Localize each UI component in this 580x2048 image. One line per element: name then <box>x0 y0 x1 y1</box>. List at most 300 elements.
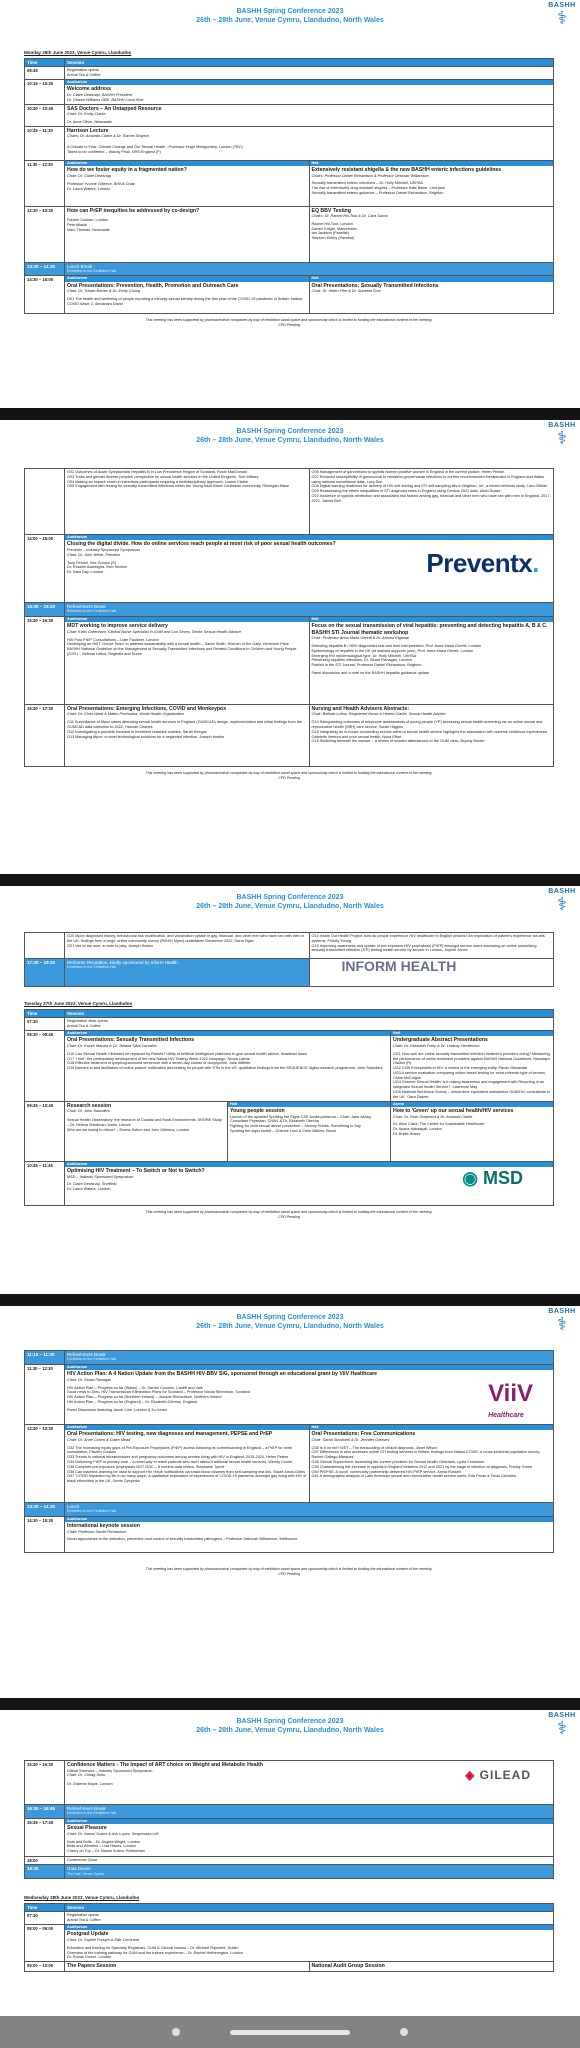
cell-text: O11 Surveillance of Mpox cases attending sexual health services in England (GUMCAD) design, implementation and initial findings from the GUMCAD data collection to 2022, Hannah Charles <box>67 720 303 729</box>
table-cell <box>309 959 554 987</box>
table-cell <box>25 933 65 959</box>
cell-text: UG2 COB Encephalitis in HIV: A review of the emerging entity, Pavan Manandar <box>393 1066 528 1071</box>
cell-text: Session <box>65 59 554 67</box>
cell-text: HIV Action Plan – Progress so far (Wales) – Dr. Darren Cousins, Cardiff and Vale <box>67 1385 203 1390</box>
cell-text: Sexually transmitted enteric guidance – Professor Daniel Richardson, Brighton <box>311 190 444 195</box>
table-row <box>25 1925 554 1962</box>
table-cell <box>65 1424 310 1502</box>
table-row <box>25 1351 554 1365</box>
cell-text: Arrival Tea & Coffee <box>67 1918 101 1923</box>
cell-text: 14:30 – 16:00 <box>25 276 65 314</box>
text: BASHH <box>548 422 576 429</box>
table-row <box>25 1424 554 1502</box>
table-row <box>25 262 554 276</box>
cell-text: Chair: Dr. Helen Fifer & Dr. Suneeta Soni <box>311 289 381 294</box>
cell-text: 13:30 – 14:30 <box>25 262 65 276</box>
cell-text: 07:30 <box>25 1018 65 1031</box>
cell-text: Chair: Kathi Greenham, Clinical Nurse Specialist in GUM and Con Sexes, Senior Sexual Health Adviser <box>67 629 241 634</box>
schedule-table <box>24 468 554 767</box>
conference-title: BASHH Spring Conference 2023 <box>236 8 344 15</box>
cell-text: Exhibition in the Exhibition Hall <box>67 1811 117 1816</box>
text: 26th – 28th June, Venue Cymru, Llandudno, North Wales <box>196 437 384 444</box>
cpd-note: CPD Pending <box>278 323 300 328</box>
cell-text: MSD – Industry Sponsored Symposium <box>67 1174 134 1179</box>
table-row <box>25 276 554 314</box>
cell-text: Panel Discussion featuring Jacob Cole, London & Jo Jones <box>67 1407 167 1412</box>
cell-text: Oral Presentations: Sexually Transmitted Infections <box>311 282 439 289</box>
day-1-schedule <box>24 50 554 327</box>
cell-text: Refreshment Break <box>67 604 106 609</box>
cell-text: Chair: Professor Daniel Richardson <box>67 1529 127 1534</box>
cell-text: O01 The health and wellbeing of people reporting a minority sexual identity during the first year of the COVID-19 pandemic in Britain: Natsal-COVID Wave 2, Alexandra David <box>67 297 303 306</box>
cell-text: 15:30 – 16:30 <box>25 616 65 704</box>
viewer-toolbar <box>0 2016 580 2048</box>
cell-text: 14:00 – 15:00 <box>25 535 65 603</box>
cell-text: Gala Dinner <box>67 1866 92 1872</box>
table-row <box>25 616 554 704</box>
cell-text: Time <box>25 1904 65 1912</box>
cell-text: Session <box>65 1904 554 1912</box>
table-cell <box>65 160 310 206</box>
text: BASHH Spring Conference 2023 <box>236 894 344 901</box>
footnote: This meeting has been supported by pharmaceutical companies by way of exhibition stand space and sponsorship which is limited to funding the educational content of the meeting. <box>145 770 433 775</box>
cell-text: Auditorium <box>65 1162 553 1167</box>
bashh-logo <box>548 888 576 913</box>
text: BASHH Spring Conference 2023 <box>236 1314 344 1321</box>
cell-text: Confidence Matters - The Impact of ART choice on Weight and Metabolic Health <box>67 1762 263 1768</box>
table-cell <box>65 1925 554 1962</box>
cell-text: Harrison Lecture <box>67 127 109 134</box>
cell-text: Exhibition in the Exhibition Hall <box>67 269 117 273</box>
cell-text: Conference Close <box>67 1857 98 1862</box>
day-title: Wednesday 28th June 2023, Venue Cymru, Llandudno <box>24 1895 140 1901</box>
cell-text: Dr. Rohan Dunne, London <box>67 1955 112 1960</box>
schedule-page-2 <box>0 420 580 870</box>
table-cell <box>65 1364 554 1424</box>
cell-text: 10:45 – 11:45 <box>25 1161 65 1205</box>
cell-text: O32 The increasing equity gaps of Pre-Exposure Prophylaxis (PrEP) access following its commissioning in England – a PrEP for need consultation, Flavien Coukan <box>67 1445 293 1455</box>
cell-text: Dr. Sara Day, London <box>67 570 104 575</box>
cell-text: Lunch Break <box>67 263 93 269</box>
cell-text: Refreshment Break <box>67 1806 106 1811</box>
cell-text: Chair: Dr. Stuart Flanagan <box>67 1377 112 1382</box>
preventx-logo: Preventx. <box>426 548 539 578</box>
caduceus-icon: ⚕ <box>557 1718 567 1738</box>
cell-text: Hall <box>310 276 554 281</box>
cell-text: 14:30 – 15:30 <box>25 1516 65 1552</box>
cell-text: O16 Switching beneath the surface – a review of sudden attendances to the GUM clinic, Bryony Bruder <box>311 739 485 744</box>
cell-text: Stephen Kirkby (Panelist) <box>311 236 355 241</box>
table-cell <box>309 933 554 959</box>
table-cell <box>309 1424 554 1502</box>
cell-text: 11:30 – 12:30 <box>25 1364 65 1424</box>
cell-text: 11:30 – 12:30 <box>25 160 65 206</box>
cell-text: Chair: Dr. Kaveh Manavi & Dr. Tatiana Silva Carvalho <box>67 1043 157 1048</box>
cell-text: Chair: Dr. John Saunders <box>67 1109 110 1114</box>
cell-text: Ian Jackson (Panelist) <box>311 231 349 236</box>
table-row <box>25 1031 554 1102</box>
cell-text: Dr. Ayana Hakaayali, London <box>393 1127 442 1132</box>
cell-text: Auditorium <box>65 1031 390 1036</box>
table-row <box>25 1856 554 1864</box>
text: 26th – 28th June, Venue Cymru, Llandudno, North Wales <box>196 903 384 910</box>
table-cell <box>65 1351 554 1365</box>
cell-text: O10 Incidence of syphilis reinfection and associated risk factors among gay, bisexual and other men who have sex with men in England, 2017-2021, James Bell <box>311 493 551 503</box>
page-separator <box>0 1698 580 1710</box>
cell-text: O14 Safeguarding outcomes of telephone assessments of young people (YP) accessing sexual health screening via an online sexual and reproductive health (SRH) care service, Sarah Higgins <box>311 720 543 729</box>
cell-text: SAS Doctors – An Untapped Resource <box>67 105 162 112</box>
cell-text: 13:30 – 14:30 <box>25 1502 65 1516</box>
cpd-note: CPD Pending <box>278 775 300 780</box>
schedule-page-4 <box>0 1306 580 1694</box>
cell-text: O41 A demographic analysis of Latin American sexual and reproductive health service users, Eda Paras & Tania Carvalho <box>311 1474 516 1479</box>
cell-text: O38 Clinical Supervision: Assessing the current provision for Sexual Health Clinicians, Lydia Crossman <box>311 1459 485 1464</box>
cell-text: Auditorium <box>65 80 553 85</box>
day-1-schedule-continued <box>24 468 554 780</box>
day-title: Tuesday 27th June 2023, Venue Cymru, Llandudno <box>24 1001 133 1006</box>
cell-text: O15 Improving awareness and uptake of pre-exposure HIV prophylaxis (PrEP) amongst service users accessing an online prescribing sexually transmitted infection (STI) testing health service by service in London, Sophie Jones <box>311 943 537 953</box>
caduceus-icon: ⚕ <box>557 894 567 914</box>
page-separator <box>0 408 580 420</box>
gilead-logo: ◈ GILEAD <box>465 1768 531 1782</box>
cell-text: Dr. Alice Clack, The Centre for Sustainable Healthcare <box>393 1122 485 1127</box>
cell-text: Preventx <box>426 548 533 578</box>
table-cell <box>391 1031 554 1102</box>
cell-text: O39 Characterising the increase in syphilis in England between 2012 and 2021 by the stage of infection at diagnosis, Freddy Green <box>311 1464 533 1469</box>
table-row <box>25 469 554 535</box>
cell-text: EQ BBV Testing <box>311 207 351 214</box>
cell-text: Pete Afiadzi <box>67 222 88 227</box>
caduceus-icon: ⚕ <box>557 428 567 448</box>
cell-text: Who are we losing to follow? – Emma Sutton and John Gibbons, London <box>67 1127 190 1132</box>
schedule-table <box>24 1903 554 1972</box>
cell-text: Oral Presentations: Emerging Infections, COVID and Monkeypox <box>67 705 227 712</box>
table-cell <box>65 1962 310 1972</box>
table-cell <box>65 1865 554 1879</box>
cell-text: How can PrEP inequities be addressed by co-design? <box>67 207 200 214</box>
table-cell <box>309 469 554 535</box>
table-cell <box>25 469 65 535</box>
cell-text: Hall <box>310 1425 554 1430</box>
previous-page-icon[interactable] <box>172 2028 180 2036</box>
cell-text: Auditorium <box>65 535 553 540</box>
table-cell <box>228 1101 391 1161</box>
table-cell <box>65 104 554 126</box>
cell-text: O06 Management of gonorrhoea to syphilis women positive women in England in the current picture, Helen Fenton <box>311 470 505 474</box>
cell-text: Welcome Reception, kindly sponsored by Inform Health <box>67 960 178 965</box>
cell-text: O16 Can Sexual Health Clinicians be replaced by Robots? Utility of Artificial Intelligence platforms to give sexual health advice, Nowshad Islam <box>67 1051 307 1056</box>
cell-text: BASHH National Guideline on the Management of Sexually Transmitted Infections and Related Conditions in Children and Young People (2021) – Belinda Loftus, Reginald and Nurse <box>67 647 297 656</box>
cell-text: Chair: Dr. Tristan Barber & Dr. Emily Chung <box>67 289 141 294</box>
cell-text: 15:30 – 16:30 <box>25 1761 65 1805</box>
cell-text: 10:45 – 11:30 <box>25 126 65 160</box>
cell-text: Preventing hepatitis infections, Dr. Stuart Flanagan, London <box>311 658 412 663</box>
cell-text: O21 Vax to the max: a route to play, Joseph Heskin <box>67 943 154 948</box>
inform-health-logo: INFORM HEALTH <box>341 958 457 974</box>
next-page-icon[interactable] <box>400 2028 408 2036</box>
cell-text: Preventx – Industry Sponsored Symposium <box>67 547 141 552</box>
cell-text: Time <box>25 59 65 67</box>
cell-text: Oral Presentations: Free Communications <box>311 1431 416 1438</box>
cell-text: Good news to Zero, HIV Transmission Elimination Plans for Scotland – Professor Nicola Steedman, Scotland <box>67 1390 250 1395</box>
cell-text: Hall <box>391 1031 553 1036</box>
cell-text: International keynote session <box>67 1523 140 1530</box>
cell-text: Gilead Sciences – Industry Sponsored Symposium <box>67 1768 153 1773</box>
day-title: Monday 26th June 2023, Venue Cymru, Llandudno <box>24 50 132 55</box>
cell-text: UG4 Greener Sexual Health: is it raising awareness and engagement with Recycling in an integrated Sexual Health Service?, Lawrence May <box>393 1080 545 1090</box>
cell-text: Time <box>25 1010 65 1018</box>
cell-text: Exhibition in the Exhibition Hall <box>67 1357 117 1362</box>
cell-text: O09 Reassessing the ethnic inequalities in STI diagnosis rates in England using Census 2021 data, Ukah Duake <box>311 489 501 494</box>
table-cell <box>65 603 554 617</box>
schedule-page-1 <box>0 0 580 400</box>
cell-text: O07 Reduced susceptibility of gonococcal to neisseria gonorrhoeae infections to current recommended therapeutics in England and Wales using national surveillance data, Lucy Sun <box>311 474 545 484</box>
cell-text: Professor Yvonne Gilleece, BHIVA Chair <box>67 182 135 187</box>
cell-text: O37 'COVID impacted my life in so many ways': a qualitative exploration of experiences of COVID-19 pandemic amongst gay living with HIV of black ethnicities in the UK, Genie Oyeyinka <box>67 1474 307 1484</box>
cell-text: Dr. Bridie Hosse <box>393 1131 421 1136</box>
cell-text: Emerging HIV epidemiological type, Dr. Holly Mitchell, UKHSA <box>311 653 417 658</box>
footnote: This meeting has been supported by pharmaceutical companies by way of exhibition stand space and sponsorship which is limited to funding the educational content of the meeting. <box>145 1209 433 1214</box>
schedule-page-3 <box>0 886 580 1306</box>
cell-text: GILEAD <box>479 1768 531 1782</box>
cell-text: O17 'I feel': the participatory development of the new Natsal HIV Testing Week 2022 campaign, Nicola Lamar <box>67 1056 250 1061</box>
cell-text: The rise of extensively drug resistant shigella – Professor Kate Baker, Liverpool <box>311 186 445 191</box>
cell-text: Auditorium <box>65 161 309 166</box>
table-cell <box>65 1856 554 1864</box>
cell-text: Auditorium <box>65 617 309 622</box>
cell-text: The Papers Session <box>67 1963 117 1970</box>
cell-text: O04 Making an impact: reach in interviews participants requiring a multidisciplinary approach, Louise Clarke <box>67 479 249 484</box>
table-cell <box>65 262 554 276</box>
text: BASHH <box>548 888 576 895</box>
cell-text: Lunch <box>67 1503 80 1509</box>
cell-text: Sexual Health Observatory: the research of Coastal and Rural Environments: SHORE Study – Dr. Helena Wardman-Jones, Lincoln <box>67 1117 222 1127</box>
table-cell <box>65 1912 554 1925</box>
cell-text: Oral Presentations: Sexually Transmitted Infections <box>67 1037 195 1044</box>
cell-text: How to 'Green' up our sexual health/HIV services <box>393 1108 514 1115</box>
table-cell <box>65 1516 554 1552</box>
cell-text: Epidemiology of hepatitis in the UK (at realised supports (ukn), Prof. Anna Maria Geretti, London <box>311 648 474 653</box>
cell-text: Education and training for Specialty Registrars, GUM & Clinical Nurses – Dr. Michael Rayment, Dublin <box>67 1945 239 1950</box>
table-row <box>25 160 554 206</box>
cell-text: O19 Barriers to and facilitators of online partner notification and testing for people with STIs in the UK: qualitative findings from the SEQUENCE digital research programme, John Saunders <box>67 1066 383 1071</box>
table-cell <box>65 959 310 987</box>
cell-text: Chair: Sarah Stockwell & Dr. Jennifer Greaves <box>311 1437 390 1442</box>
cell-text: Healthcare <box>488 1411 524 1419</box>
cell-text: Auditorium <box>65 276 309 281</box>
table-cell <box>65 933 310 959</box>
cell-text: Exhibition in the Exhibition Hall <box>67 1509 117 1514</box>
cell-text: 10:15 – 10:30 <box>25 80 65 105</box>
cell-text: Welcome address <box>67 86 112 93</box>
text: 26th – 28th June, Venue Cymru, Llandudno, North Wales <box>196 1727 384 1734</box>
cell-text: 12:30 – 13:30 <box>25 206 65 262</box>
table-row <box>25 959 554 987</box>
cell-text: Rachel Hill-Tout, London <box>311 221 353 226</box>
cell-text: Arrival Tea & Coffee <box>67 73 101 78</box>
table-cell <box>65 616 310 704</box>
table-cell <box>65 704 310 766</box>
table-cell <box>65 535 554 603</box>
cell-text: Research session <box>67 1102 112 1109</box>
cell-text: 17:30 – 19:30 <box>25 959 65 987</box>
cell-text: Hall <box>310 161 554 166</box>
cell-text: 11:15 – 11:30 <box>25 1351 65 1365</box>
table-row <box>25 1865 554 1879</box>
text: BASHH <box>548 2 576 9</box>
cell-text: O14 Inside Out Health Project: how do people experience HIV healthcare in English prisons? An exploration of patient's experience via arts systems, Felicity Young <box>311 934 545 943</box>
cell-text: UG5 National Workforce Survey – whole-time equivalent substantive GUM/HIV consultants in the UK, Clara Dawes <box>393 1090 550 1099</box>
table-cell <box>391 1101 554 1161</box>
table-row <box>25 1502 554 1516</box>
cell-text: National Audit Group Session <box>311 1963 385 1970</box>
cell-text: A Climate to Fear: Climate Change and Our Sexual Health - Professor Hugh Montgomery, London (TBC) <box>67 144 243 149</box>
cell-text: Dr. Graeme Moyle, London <box>67 1782 113 1787</box>
cell-text: ViiV <box>488 1379 533 1407</box>
table-cell <box>65 1805 554 1819</box>
cell-text: O33 Trends in national infrastructures and pregnancy outcomes among women living with HIV in England, 2015-2020, Helen Peters <box>67 1455 289 1460</box>
cpd-note: CPD Pending <box>278 1214 300 1219</box>
cell-text: Chair: Dr. Emily Clarke <box>67 112 106 116</box>
day-2-schedule-continued <box>24 1350 554 1576</box>
table-row <box>25 104 554 126</box>
table-cell <box>65 1818 554 1856</box>
cell-text: Overview of the training pathway for GUM and the trainee experience – Dr. Rachel Hetherington, London <box>67 1950 244 1955</box>
cell-text: O20 Mpox diagnosed history, behavioural risk modification, and vaccination uptake in gay, bisexual, and other men who have sex with men in the UK: findings from a large, online community survey (RiSSH Mpox) undertaken December 2022, Dana Ogaz <box>67 934 305 943</box>
cell-text: MSD <box>483 1167 523 1188</box>
cell-text: Session <box>65 1010 554 1018</box>
cell-text: Auditorium <box>65 1365 553 1370</box>
cell-text: MDT working to improve service delivery <box>67 623 168 630</box>
schedule-table <box>24 1009 554 1206</box>
table-row <box>25 206 554 262</box>
cpd-note: CPD Pending <box>278 1571 300 1576</box>
cell-text: Chair: Dr. John White, Preventx <box>67 552 121 557</box>
cell-text: Bells and Whistles – Lisa Hanes, London <box>67 1844 137 1849</box>
cell-text: Postgrad Update <box>67 1931 109 1938</box>
cell-text: O36 Can machine-learning be used to support HIV result notifications via small blood volumes from self-sampling test kits, Stuart Amos-Gibbs <box>67 1469 306 1474</box>
cell-text: Oral Presentations: Prevention, Health, Promotion and Outreach Care <box>67 282 239 289</box>
cell-text: Chair: Dr. Anne Cohen & Claire Mead <box>67 1437 131 1442</box>
cell-text: 09:45 – 10:45 <box>25 1101 65 1161</box>
cell-text: O35 Complete pre-exposure prophylaxis NOT DOC – 6 months data review, Stephanie Tyrrell <box>67 1464 225 1469</box>
cell-text: The Hall, Venue Cymru <box>67 1871 105 1876</box>
table-row <box>25 1364 554 1424</box>
page-header <box>0 0 580 44</box>
cell-text: Registration opens <box>67 68 99 73</box>
page-separator <box>0 874 580 886</box>
table-cell <box>65 1101 228 1161</box>
cell-text: How do we foster equity in a fragmented nation? <box>67 167 187 173</box>
bashh-logo <box>548 422 576 447</box>
cell-text: Chair: Dr. Claire Dewsnap <box>67 173 111 178</box>
cell-text: O15 Integrating an in-house counselling service within a sexual health service highlights the association with adverse childhood experiences, Gabrielle Ventura and poor sexual health, Nosa Effort <box>311 729 548 739</box>
cell-text: Extensively resistant shigella & the new BASHH enteric infections guidelines <box>311 167 502 173</box>
cell-text: O12 Investigating a possible increase in treatment resistant scabies, Sarah Keegan <box>67 729 207 734</box>
table-cell <box>65 80 554 105</box>
cell-text: Marc Thomas, Newcastle <box>67 227 110 232</box>
table-cell <box>309 616 554 704</box>
cell-text: 07:30 <box>25 1912 65 1925</box>
cell-text: 08:00 – 09:00 <box>25 1925 65 1962</box>
cell-text: 09:00 – 10:00 <box>25 1962 65 1972</box>
bashh-logo <box>548 2 576 27</box>
cell-text: Young people session <box>230 1108 285 1115</box>
day-2-schedule-end <box>24 1760 554 1972</box>
cell-text: Chair: Dr. Chirag Sohu <box>67 1773 106 1778</box>
msd-logo: ◉ MSD <box>462 1167 523 1188</box>
cell-text: Panel discussion and a note on the BASHH hepatitis guidance update <box>311 671 430 675</box>
cell-text: Dr. Claire Dewsnap, BASHH President <box>67 92 133 97</box>
table-row <box>25 1018 554 1031</box>
cell-text: O18 Effective treatment of lymphogranuloma venereum with a seven-day course of doxycycline, Jolie Wilfeile <box>67 1061 251 1066</box>
cell-text: Publish in the STI Journal, Professor Daniel Richardson, Brighton <box>311 663 422 668</box>
cell-text: O03 Trans and gender diverse peoples' perspective on sexual health services in the United Kingdom, Tom Wiltsey <box>67 474 259 479</box>
cell-text: Chair: Belinda Loftus, Registered Nurse & Hebert Clarke, Sexual Health Adviser <box>311 712 446 717</box>
cell-text: Chairs: Dr. Rachel Hill-Tout & Dr. Cara Saxon <box>311 214 388 219</box>
caduceus-icon: ⚕ <box>557 1314 567 1334</box>
table-cell <box>65 67 554 80</box>
cell-text: O37 Differences in who accesses online STI testing services in Britain: findings from Natsal-COVID, a cross-sectional population survey, Rachel Gallego-Marquez <box>311 1450 541 1460</box>
cell-text: O02 Outcomes of Acute Symptomatic Hepatitis B in Low Prevalence Region of Scotland, Rosie MacDonald <box>67 470 248 474</box>
cell-text: Launch of the updated Spotting the Signs CSE toolkit proforma – Chair: Jane Ashby, Consultant Physician, CNWL & Dr. Elizabeth Okecha <box>230 1114 372 1124</box>
cell-text: O13 Managing Mpox: a novel technological solutions for a neglected infection, Joseph Heskin <box>67 734 225 739</box>
caduceus-icon: ⚕ <box>557 8 567 28</box>
text: BASHH Spring Conference 2023 <box>236 428 344 435</box>
cell-text: HIV Action Plan: A 4 Nation Update from the BASHH HIV-BBV SIG, sponsored through an educational grant by ViiV Healthcare <box>67 1371 378 1378</box>
table-cell <box>309 704 554 766</box>
cell-text: 10:30 – 10:45 <box>25 104 65 126</box>
cell-text: O34 Delivering PrEP in primary care – a novel way to reach patients who don't attend traditional sexual health services, Wendy Cooke <box>67 1459 293 1464</box>
cell-text: 18:00 <box>25 1856 65 1864</box>
cell-text: Auditorium <box>65 1517 553 1522</box>
text: 26th – 28th June, Venue Cymru, Llandudno, North Wales <box>196 1323 384 1330</box>
cell-text: Sexual Pleasure <box>67 1825 107 1832</box>
cell-text: Arrival Tea & Coffee <box>67 1024 101 1029</box>
cell-text: Auditorium <box>65 1819 553 1824</box>
table-cell <box>309 160 554 206</box>
cell-text: Novel approaches to the detection, prevention and control of sexually transmitted pathogens – Professor Deborah Williamson, Melbourne <box>67 1537 298 1542</box>
table-row <box>25 126 554 160</box>
cell-text: Exhibition in the Exhibition Hall <box>67 609 117 614</box>
page-header <box>0 886 580 930</box>
cell-text: Sexually transmitted enteric infections – Dr. Holly Mitchell, UKHSA <box>311 181 423 186</box>
schedule-table <box>24 1760 554 1879</box>
cell-text: HIV Action Plan – Progress so far (England) – Dr. Elizabeth Glenton, England <box>67 1399 198 1404</box>
schedule-table <box>24 58 554 314</box>
cell-text: O08 Digital warning readiness for delivery of HIV self-testing and STI self-sampling kits in Brighton, UK, a mixed methods study, Lara Gitlitan <box>311 484 548 489</box>
page-separator <box>0 1294 580 1306</box>
table-row <box>25 603 554 617</box>
cell-text: 08:30 – 09:45 <box>25 1031 65 1102</box>
table-row <box>25 1161 554 1205</box>
footnote: This meeting has been supported by pharmaceutical companies by way of exhibition stand space and sponsorship which is limited to funding the educational content of the meeting. <box>145 1566 433 1571</box>
table-cell <box>65 276 310 314</box>
cell-text: Auditorium <box>65 1425 309 1430</box>
cell-text: Nursing and Health Advisers Abstracts: <box>311 705 410 712</box>
cell-text: Oral Presentations: HIV testing, new diagnoses and management, PEPSE and PrEP <box>67 1431 273 1438</box>
table-row <box>25 1805 554 1819</box>
conference-subtitle: 26th – 28th June, Venue Cymru, Llandudno, North Wales <box>196 17 384 24</box>
cell-text: Registration desk opens <box>67 1019 108 1024</box>
cell-text: Registration opens <box>67 1913 99 1918</box>
table-cell <box>309 206 554 262</box>
table-row <box>25 704 554 766</box>
table-cell <box>65 126 554 160</box>
cell-text: Dr. Laura Waters, London <box>67 187 111 192</box>
page-header <box>0 1710 580 1754</box>
page-scroll-indicator[interactable] <box>230 2030 350 2035</box>
